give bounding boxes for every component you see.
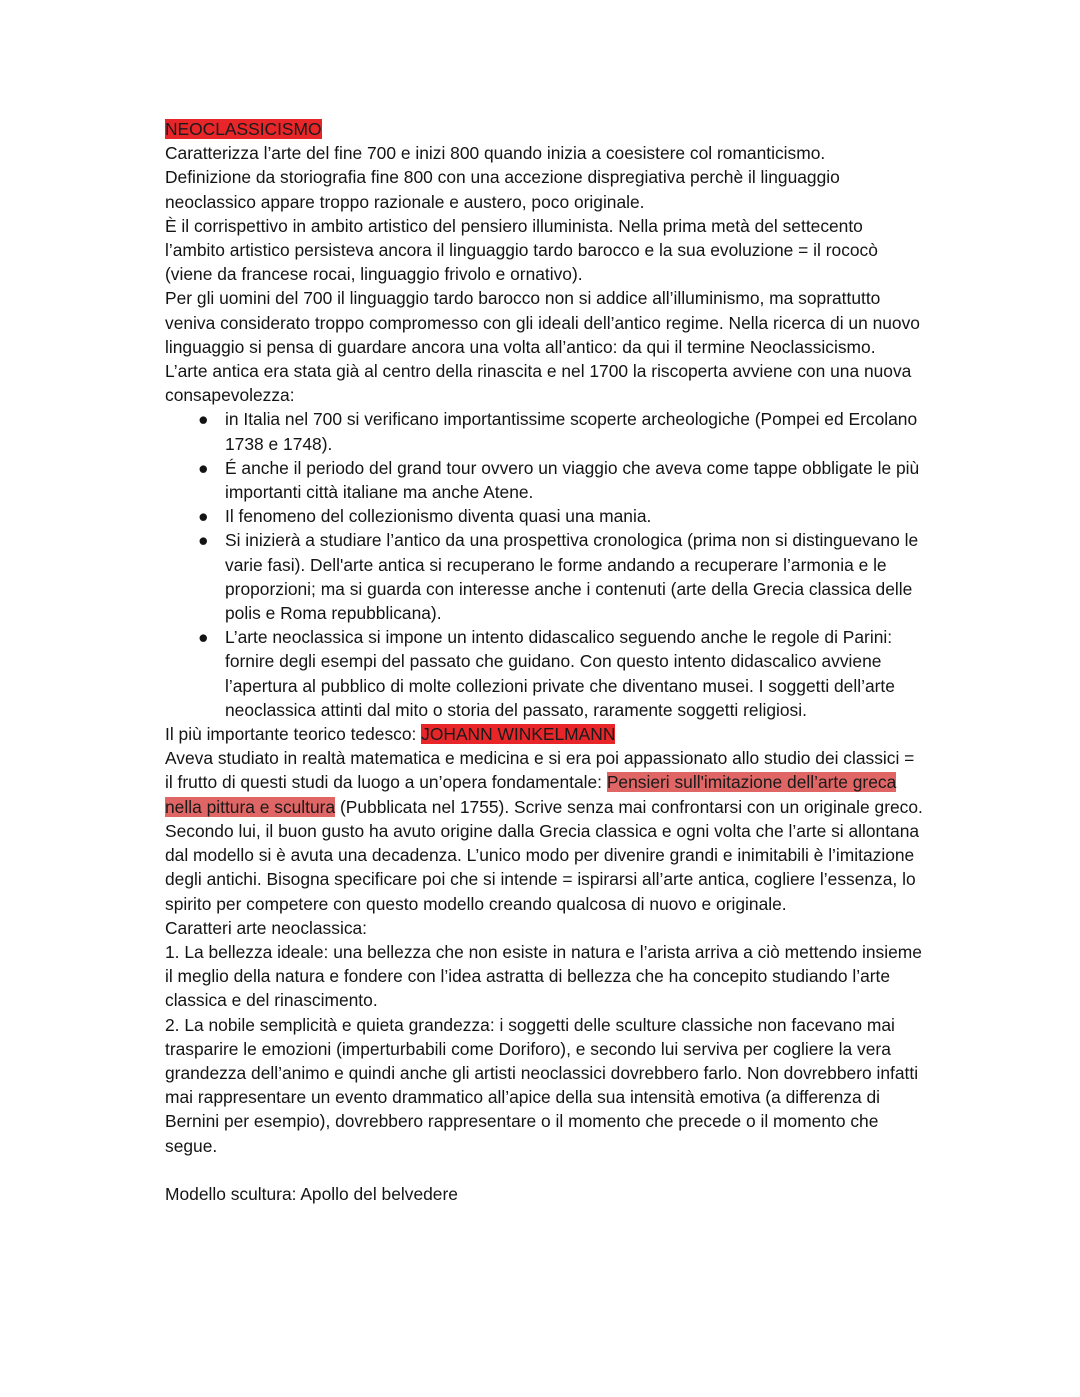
winkelmann-text-after: (Pubblicata nel 1755). Scrive senza mai confrontarsi con un originale greco. Secondo lui, il buon gusto ha avuto origine dalla Grecia classica e ogni volta che l’arte si allontana dal modello si è avuta una decadenza. L’unico modo per divenire grandi e inimitabili è l’imitazione degli antichi. Bisogna specificare poi che si intende = ispirarsi all’arte antica, cogliere l’essenza, lo spirito per competere con questo modello creando qualcosa di nuovo e originale. [165, 796, 923, 914]
characters-item: 2. La nobile semplicità e quieta grandezza: i soggetti delle sculture classiche non facevano mai trasparire le emozioni (imperturbabili come Doriforo), e secondo lui serviva per cogliere la vera grandezza dell’animo e quindi anche gli artisti neoclassici dovrebbero farlo. Non dovrebbero infatti mai rappresentare un evento drammatico all’apice della sua intensità emotiva (a differenza di Bernini per esempio), dovrebbero rappresentare o il momento che precede o il momento che segue. [165, 1014, 919, 1156]
bullet-icon: ● [198, 409, 209, 430]
model-line: Modello scultura: Apollo del belvedere [165, 1183, 458, 1204]
list-item-text: L’arte neoclassica si impone un intento didascalico seguendo anche le regole di Parini: fornire degli esempi del passato che guidano. Con questo intento didascalico avviene l’apertura al pubblico di molte collezioni private che diventano musei. I soggetti dell’arte neoclassica attinti dal mito o storia del passato, raramente soggetti religiosi. [225, 627, 895, 720]
list-item-text: É anche il periodo del grand tour ovvero un viaggio che aveva come tappe obbligate le più importanti città italiane ma anche Atene. [225, 457, 920, 503]
list-item-text: Il fenomeno del collezionismo diventa quasi una mania. [225, 506, 652, 527]
intro-paragraph: È il corrispettivo in ambito artistico del pensiero illuminista. Nella prima metà del settecento l’ambito artistico persisteva ancora il linguaggio tardo barocco e la sua evoluzione = il rococò (viene da francese rocai, linguaggio frivolo e ornativo). [165, 215, 878, 285]
list-item-text: in Italia nel 700 si verificano importantissime scoperte archeologiche (Pompei ed Ercolano 1738 e 1748). [225, 409, 918, 454]
intro-paragraph: L’arte antica era stata già al centro della rinascita e nel 1700 la riscoperta avviene con una nuova consapevolezza: [165, 361, 912, 406]
intro-paragraph: Caratterizza l’arte del fine 700 e inizi 800 quando inizia a coesistere col romanticismo. [165, 143, 826, 164]
bullet-icon: ● [198, 530, 209, 551]
list-item [198, 456, 925, 504]
list-item [198, 407, 925, 455]
bullet-icon: ● [198, 627, 209, 648]
list-item [198, 625, 925, 722]
page-title: NEOCLASSICISMO [165, 119, 322, 139]
intro-paragraph: Per gli uomini del 700 il linguaggio tardo barocco non si addice all’illuminismo, ma soprattutto veniva considerato troppo compromesso con gli ideali dell’antico regime. Nella ricerca di un nuovo linguaggio si pensa di guardare ancora una volta all’antico: da qui il termine Neoclassicismo. [165, 288, 920, 357]
bullet-list [165, 407, 925, 722]
characters-item: 1. La bellezza ideale: una bellezza che non esiste in natura e l’arista arriva a ciò mettendo insieme il meglio della natura e fondere con l’idea astratta di bellezza che ha concepito studiando l’arte classica e del rinascimento. [165, 941, 922, 1011]
characters-heading: Caratteri arte neoclassica: [165, 917, 368, 938]
theorist-name: JOHANN WINKELMANN [421, 724, 616, 745]
winkelmann-text-before: Aveva studiato in realtà matematica e medicina e si era poi appassionato allo studio dei classici = il frutto di questi studi da luogo a un’opera fondamentale: [165, 748, 915, 793]
list-item [198, 504, 925, 528]
bullet-icon: ● [198, 457, 209, 478]
list-item-text: Si inizierà a studiare l’antico da una prospettiva cronologica (prima non si distinguevano le varie fasi). Dell'arte antica si recuperano le forme andando a recuperare l’armonia e le proporzioni; ma si guarda con interesse anche i contenuti (arte della Grecia classica delle polis e Roma repubblicana). [225, 530, 919, 624]
theorist-line [165, 722, 925, 746]
work-title-highlight: Pensieri sull'imitazione dell’arte greca nella pittura e scultura [165, 772, 897, 817]
title-line [165, 117, 925, 141]
winkelmann-paragraph [165, 746, 925, 915]
document-page [165, 117, 925, 1206]
bullet-icon: ● [198, 506, 209, 527]
theorist-prefix: Il più importante teorico tedesco: [165, 724, 422, 745]
list-item [198, 528, 925, 625]
intro-paragraph: Definizione da storiografia fine 800 con una accezione dispregiativa perchè il linguaggio neoclassico appare troppo razionale e austero, poco originale. [165, 167, 840, 212]
blank-line [165, 1158, 925, 1182]
